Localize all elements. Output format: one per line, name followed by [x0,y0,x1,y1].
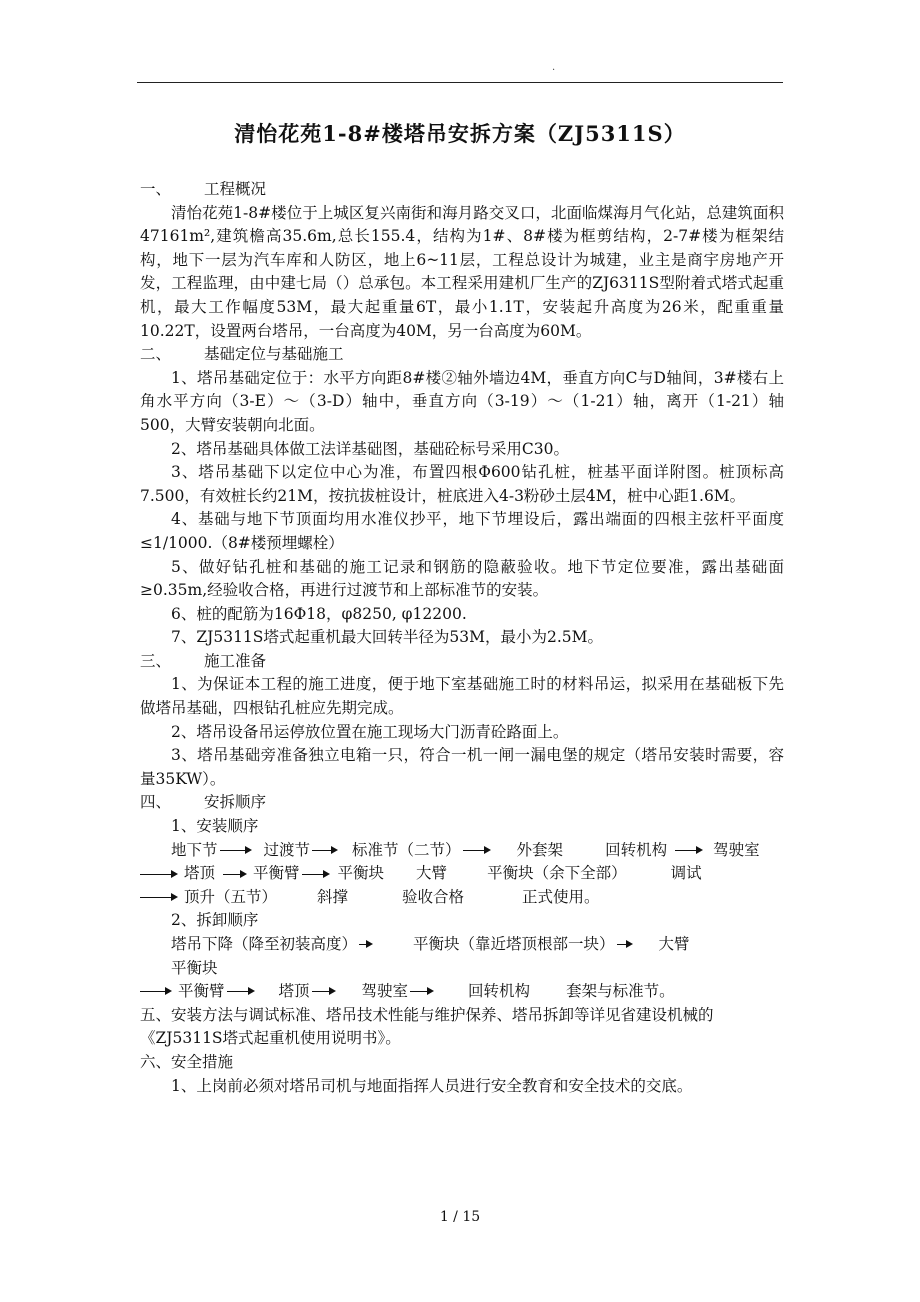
flow-arrow-icon [220,850,250,851]
flow-step: 平衡块（靠近塔顶根部一块） [413,935,615,953]
section-title: 安拆顺序 [204,793,267,812]
paragraph: 1、塔吊基础定位于：水平方向距8#楼②轴外墙边4M，垂直方向C与D轴间，3#楼右上角水平方向（3-E）～（3-D）轴中，垂直方向（3-19）～（1-21）轴，离开（1-21）轴500，大臂安装朝向北面。 [140,368,784,434]
flow-step: 驾驶室 [361,982,409,1001]
flow-arrow-icon [302,874,328,875]
flow-step: 塔吊下降（降至初装高度） [171,935,358,953]
flow-step: 套架与标准节。 [566,982,675,1001]
flow-arrow-icon [359,944,371,945]
flow-step: 正式使用。 [522,887,600,906]
flow-step: 调试 [670,864,702,883]
section-number: 三、 [140,651,172,670]
section-number: 二、 [140,345,172,364]
flow-step: 过渡节 [263,840,311,859]
flow-step: 塔顶 [278,982,310,1001]
flow-step: 大臂 [658,935,690,953]
flow-step: 验收合格 [402,887,465,906]
flow-arrow-icon [140,874,176,875]
paragraph: 2、塔吊基础具体做工法详基础图，基础砼标号采用C30。 [171,439,569,458]
flow-step: 平衡臂 [253,864,300,883]
paragraph: 1、为保证本工程的施工进度，便于地下室基础施工时的材料吊运，拟采用在基础板下先做塔吊基础，四根钻孔桩应先期完成。 [140,675,784,718]
flow-step: 标准节（二节） [352,840,461,859]
paragraph: 3、塔吊基础旁准备独立电箱一只，符合一机一闸一漏电堡的规定（塔吊安装时需要，容量35KW）。 [140,746,784,788]
paragraph: 6、桩的配筋为16Φ18，φ8250, φ12200. [171,604,467,623]
install-flow-row-2 [140,862,784,886]
flow-arrow-icon [223,874,245,875]
flow-step: 驾驶室 [713,840,760,859]
section-number: 四、 [140,793,172,812]
flow-arrow-icon [140,897,176,898]
flow-step: 平衡块 [337,864,385,883]
section-6-heading: 六、安全措施 [140,1052,234,1071]
flow-step: 回转机构 [605,840,668,859]
flow-arrow-icon [312,991,334,992]
section-title: 施工准备 [204,651,267,670]
install-sequence-title: 1、安装顺序 [171,817,259,836]
install-flow-row-1 [140,839,784,863]
document-title: 清怡花苑1-8#楼塔吊安拆方案（ZJ5311S） [234,121,686,146]
paragraph: 3、塔吊基础下以定位中心为准，布置四根Φ600钻孔桩，桩基平面详附图。桩顶标高7.500，有效桩长约21M，按抗拔桩设计，桩底进入4-3粉砂土层4M，桩中心距1.6M。 [140,463,784,505]
page-number: 1 / 15 [439,1209,481,1225]
remove-flow-row-2 [140,980,784,1004]
section-4-heading [140,791,784,815]
header-rule [137,82,783,83]
flow-step: 顶升（五节） [184,887,278,906]
flow-step: 回转机构 [468,982,531,1001]
section-2-heading [140,343,784,367]
flow-arrow-icon [617,944,631,945]
paragraph: 2、塔吊设备吊运停放位置在施工现场大门沥青砼路面上。 [171,722,569,741]
remove-sequence-title: 2、拆卸顺序 [171,911,259,930]
flow-arrow-icon [312,850,336,851]
flow-step: 外套架 [516,840,564,859]
remove-flow-row-1 [140,933,784,957]
flow-step: 塔顶 [184,864,216,883]
paragraph: 5、做好钻孔桩和基础的施工记录和钢筋的隐蔽验收。地下节定位要准，露出基础面≥0.35m,经验收合格，再进行过渡节和上部标准节的安装。 [140,557,784,600]
header-mark: . [552,62,556,73]
section-1-paragraph: 清怡花苑1-8#楼位于上城区复兴南街和海月路交叉口，北面临煤海月气化站，总建筑面积47161m²,建筑檐高35.6m,总长155.4，结构为1#、8#楼为框剪结构，2-7#楼为框架结构，地下一层为汽车库和人防区，地上6~11层，工程总设计为城建，业主是商宇房地产开发，工程监理，由中建七局（）总承包。本工程采用建机厂生产的ZJ6311S型附着式塔式起重机，最大工作幅度53M，最大起重量6T，最小1.1T，安装起升高度为26米，配重重量10.22T，设置两台塔吊，一台高度为40M，另一台高度为60M。 [140,203,784,340]
paragraph: 1、上岗前必须对塔吊司机与地面指挥人员进行安全教育和安全技术的交底。 [171,1076,693,1095]
section-title: 基础定位与基础施工 [204,345,344,364]
section-title: 工程概况 [204,180,267,198]
flow-arrow-icon [675,850,701,851]
paragraph: 7、ZJ5311S塔式起重机最大回转半径为53M，最小为2.5M。 [171,628,604,647]
flow-step: 斜撑 [317,887,349,906]
section-3-heading [140,650,784,674]
section-number: 一、 [140,180,172,198]
flow-arrow-icon [410,991,432,992]
flow-step: 地下节 [171,840,218,859]
section-5-paragraph: 五、安装方法与调试标准、塔吊技术性能与维护保养、塔吊拆卸等详见省建设机械的《ZJ5311S塔式起重机使用说明书》。 [140,1005,714,1048]
paragraph: 4、基础与地下节顶面均用水准仪抄平，地下节埋设后，露出端面的四根主弦杆平面度≤1/1000.（8#楼预埋螺栓） [140,510,784,552]
flow-step: 平衡块（余下全部） [487,864,627,883]
flow-arrow-icon [140,991,170,992]
flow-arrow-icon [463,850,489,851]
document-body [140,178,784,1098]
flow-step: 大臂 [416,864,448,883]
remove-flow-row-1b: 平衡块 [171,958,218,977]
flow-arrow-icon [227,991,253,992]
install-flow-row-3 [140,886,784,910]
flow-step: 平衡臂 [178,982,225,1001]
section-1-heading [140,178,784,202]
